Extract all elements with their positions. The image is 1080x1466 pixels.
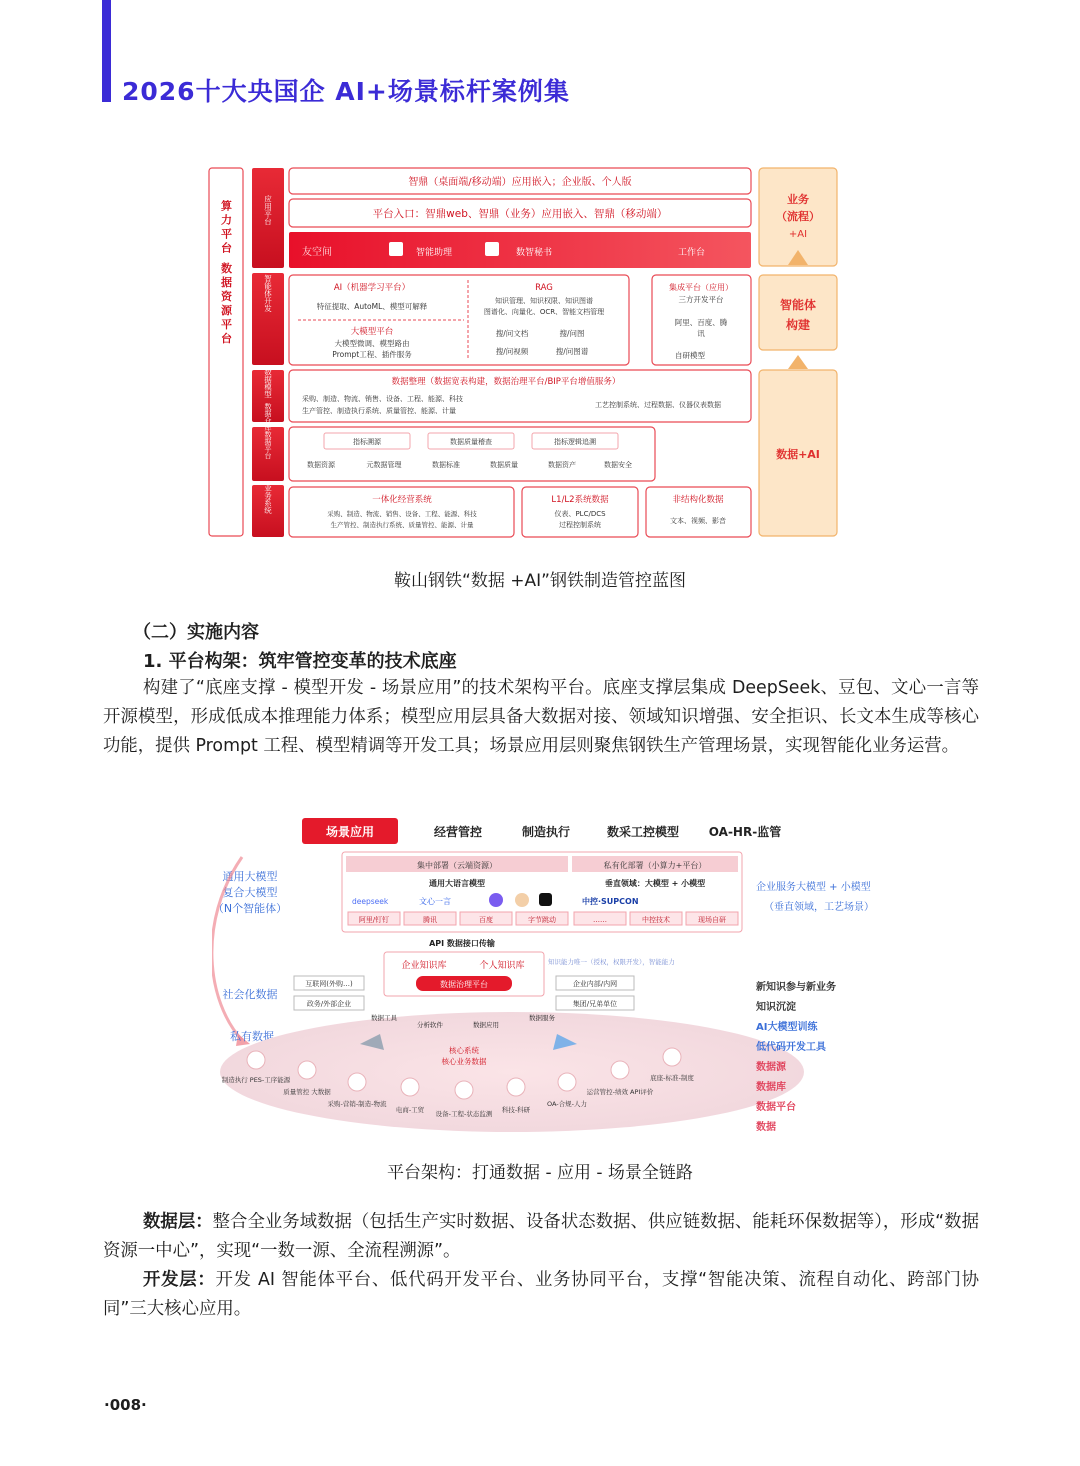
bottom-equipment: 设备-工程-状态监测 (435, 1110, 493, 1118)
layer-label-app: 应用平台 (263, 195, 273, 225)
l1l2-title: L1/L2系统数据 (551, 495, 609, 505)
agent-build-1: 智能体 (779, 298, 817, 312)
integration-vendors-1: 阿里、百度、腾 (674, 318, 728, 327)
ai-platform-items: 特征提取、AutoML、模型可解释 (316, 302, 428, 311)
llm-platform-title: 大模型平台 (350, 327, 394, 337)
body-paragraph-dev-layer (103, 1266, 979, 1324)
vendor-bytedance: 字节跳动 (528, 916, 556, 924)
left-composite-llm: 复合大模型 (222, 886, 278, 899)
warehouse-b1: 数据资源 (307, 461, 335, 469)
erp-item-1: 采购、制造、物流、销售、设备、工程、能源、科技 (327, 510, 477, 518)
right-list-7: 数据平台 (756, 1102, 796, 1113)
warehouse-b2: 元数据管理 (366, 461, 402, 469)
vendor-ellipsis: …… (593, 916, 607, 924)
data-ai: 数据+AI (776, 448, 820, 461)
rag-item-1: 知识管理、知识权限、知识图谱 (495, 297, 593, 305)
tab-oa: OA-HR-监管 (708, 825, 782, 839)
left-general-llm: 通用大模型 (222, 870, 278, 883)
tool-service: 数据服务 (529, 1014, 555, 1022)
section-subheading: 1. 平台构架：筑牢管控变革的技术底座 (143, 651, 457, 672)
rag-search-3: 搜/问视频 (495, 347, 529, 356)
supcon-logo: 中控·SUPCON (582, 897, 639, 906)
rag-item-2: 图谱化、向量化、OCR、智能文档管理 (483, 308, 605, 316)
rag-search-2: 搜/问图 (559, 329, 585, 338)
kb-note: 知识能力唯一（授权，权限开发），智能能力 (548, 958, 675, 966)
api-transfer: API 数据接口传输 (429, 939, 495, 948)
document-title: 2026十大央国企 AI+场景标杆案例集 (122, 77, 570, 106)
header-accent-bar (102, 0, 111, 102)
rag-search-4: 搜/问图谱 (555, 347, 589, 356)
bottom-mes: 制造执行 PES-工序能源 (221, 1076, 291, 1084)
right-enterprise-llm: 企业服务大模型 + 小模型 (756, 882, 871, 893)
datamodel-title: 数据整理（数据宽表构建，数据治理平台/BIP平台增值服务） (391, 377, 621, 387)
ai-platform-title: AI（机器学习平台） (333, 283, 411, 293)
datamodel-right: 工艺控制系统、过程数据、仪器仪表数据 (595, 401, 721, 409)
right-list-6: 数据库 (756, 1082, 786, 1093)
right-list-1: 新知识参与新业务 (756, 982, 836, 993)
tab-datacollect: 数采工控模型 (606, 825, 680, 839)
tool-analysis: 分析软件 (417, 1021, 443, 1029)
right-list-5: 数据源 (756, 1062, 786, 1073)
bottom-base: 底座-标准-制度 (650, 1074, 694, 1082)
left-private-data: 私有数据 (230, 1030, 274, 1043)
biz-ai-2: （流程） (776, 210, 820, 223)
left-box-internet: 互联网(外购…) (305, 980, 353, 988)
warehouse-top-2: 数据质量稽查 (450, 438, 492, 446)
right-box-group: 集团/兄弟单位 (572, 1000, 618, 1008)
vendor-tencent: 腾讯 (423, 916, 437, 924)
wenxin-logo: 文心一言 (419, 897, 451, 906)
right-list-8: 数据 (756, 1122, 776, 1133)
row2-text: 平台入口：智鼎web、智鼎（业务）应用嵌入、智鼎（移动端） (372, 208, 668, 220)
row3-secretary: 数智秘书 (516, 248, 553, 258)
private-deploy: 私有化部署（小算力+平台） (603, 861, 707, 870)
vendor-ali: 阿里/钉钉 (358, 916, 390, 924)
bottom-quality: 质量管控 大数据 (283, 1088, 331, 1096)
data-layer-label: 数据层： (143, 1212, 213, 1232)
row1-text: 智鼎（桌面端/移动端）应用嵌入；企业版、个人版 (408, 177, 632, 188)
right-vertical: （垂直领域，工艺场景） (764, 902, 874, 913)
llm-item-2: Prompt工程、插件服务 (332, 350, 412, 359)
layer-label-warehouse: 数据仓库数据平台 (264, 403, 272, 459)
vendor-self: 现场自研 (698, 916, 726, 924)
right-box-internal: 企业内部/内网 (572, 980, 618, 988)
integration-vendors-2: 讯 (697, 329, 705, 338)
row3-assistant: 智能助理 (416, 248, 453, 258)
left-n-agents: （N个智能体） (212, 902, 288, 915)
llm-item-1: 大模型微调、模型路由 (334, 339, 410, 348)
bottom-tech: 科技-科研 (501, 1106, 531, 1114)
bottom-oa: OA-合规-人力 (547, 1100, 587, 1108)
core-business: 核心业务数据 (441, 1057, 487, 1066)
warehouse-top-3: 指标逻辑追溯 (554, 438, 596, 446)
biz-ai-3: +AI (788, 229, 808, 240)
vendor-baidu: 百度 (479, 916, 493, 924)
deepseek-logo: deepseek (352, 897, 389, 906)
tab-scene: 场景应用 (325, 825, 375, 839)
page-number: ·008· (104, 1396, 147, 1414)
datamodel-left-2: 生产管控、制造执行系统、质量管控、能源、计量 (302, 407, 456, 415)
tab-manufacturing: 制造执行 (521, 825, 571, 839)
warehouse-b5: 数据资产 (548, 461, 576, 469)
data-layer-text: 整合全业务域数据（包括生产实时数据、设备状态数据、供应链数据、能耗环保数据等），形成“数据资源一中心”，实现“一数一源、全流程溯源”。 (103, 1212, 979, 1261)
figure-platform-architecture (212, 812, 912, 1134)
erp-title: 一体化经营系统 (372, 495, 432, 505)
warehouse-b3: 数据标准 (432, 461, 460, 469)
tool-app: 数据应用 (473, 1021, 499, 1029)
tool-data: 数据工具 (371, 1014, 397, 1022)
compute-platform-label: 算力平台 数据资源平台 (219, 199, 233, 347)
right-list-4: 低代码开发工具 (756, 1042, 826, 1053)
cloud-deploy: 集中部署（云端资源） (417, 861, 497, 870)
bottom-operation: 运营管控-绩效 API评价 (586, 1088, 654, 1096)
bottom-purchase: 采购-营销-制造-物流 (327, 1100, 387, 1108)
figure-blueprint (206, 165, 840, 541)
integration-title: 集成平台（应用） (669, 283, 733, 292)
l1l2-item-2: 过程控制系统 (559, 521, 601, 529)
biz-ai-1: 业务 (787, 193, 809, 206)
dev-layer-label: 开发层： (143, 1270, 216, 1290)
body-paragraph-data-layer (103, 1208, 979, 1266)
agent-build-2: 构建 (785, 318, 811, 332)
figure1-caption: 鞍山钢铁“数据 +AI”钢铁制造管控蓝图 (394, 571, 686, 591)
vertical-llm-sub: 垂直领域：大模型 + 小模型 (604, 879, 706, 888)
general-llm-sub: 通用大语言模型 (429, 879, 485, 888)
kb-personal: 个人知识库 (479, 961, 525, 971)
left-box-gov: 政务/外部企业 (306, 1000, 352, 1008)
rag-title: RAG (535, 283, 553, 293)
warehouse-top-1: 指标溯源 (353, 438, 381, 446)
erp-item-2: 生产管控、制造执行系统、质量管控、能源、计量 (330, 521, 474, 529)
row3-youkongjian: 友空间 (302, 247, 332, 258)
integration-sub: 三方开发平台 (678, 295, 724, 304)
layer-label-biz: 业务系统 (263, 484, 273, 514)
bottom-ecom: 电商-工贸 (395, 1106, 425, 1114)
body-paragraph-1: 构建了“底座支撑 - 模型开发 - 场景应用”的技术架构平台。底座支撑层集成 DeepSeek、豆包、文心一言等开源模型，形成低成本推理能力体系；模型应用层具备大数据对接、领域知识增强、安全拒识、长文本生成等核心功能，提供 Prompt 工程、模型精调等开发工具；场景应用层则聚焦钢铁生产管理场景，实现智能化业务运营。 (103, 678, 979, 756)
warehouse-b4: 数据质量 (490, 461, 518, 469)
unstructured-title: 非结构化数据 (672, 495, 724, 505)
core-system: 核心系统 (449, 1046, 479, 1055)
row3-workbench: 工作台 (678, 248, 706, 258)
vendor-supcon: 中控技术 (642, 916, 670, 924)
tab-management: 经营管控 (433, 825, 483, 839)
unstructured-items: 文本、视频、影音 (670, 517, 726, 525)
l1l2-item-1: 仪表、PLC/DCS (554, 510, 606, 518)
dev-layer-text: 开发 AI 智能体平台、低代码开发平台、业务协同平台，支撑“智能决策、流程自动化、跨部门协同”三大核心应用。 (103, 1270, 979, 1319)
rag-search-1: 搜/问文档 (495, 329, 529, 338)
warehouse-b6: 数据安全 (604, 461, 632, 469)
kb-enterprise: 企业知识库 (401, 961, 447, 971)
right-list-3: AI大模型训练 (756, 1022, 818, 1033)
right-list-2: 知识沉淀 (756, 1002, 796, 1013)
layer-label-datamodel: 数据模型 (263, 368, 273, 398)
left-social-data: 社会化数据 (222, 988, 278, 1001)
datamodel-left-1: 采购、制造、物流、销售、设备、工程、能源、科技 (302, 395, 463, 403)
figure2-caption: 平台架构：打通数据 - 应用 - 场景全链路 (387, 1163, 693, 1183)
section-heading: （二）实施内容 (133, 622, 259, 643)
data-governance: 数据治理平台 (440, 980, 488, 989)
layer-label-agent: 智能体开发 (263, 274, 273, 312)
integration-self: 自研模型 (675, 351, 705, 360)
